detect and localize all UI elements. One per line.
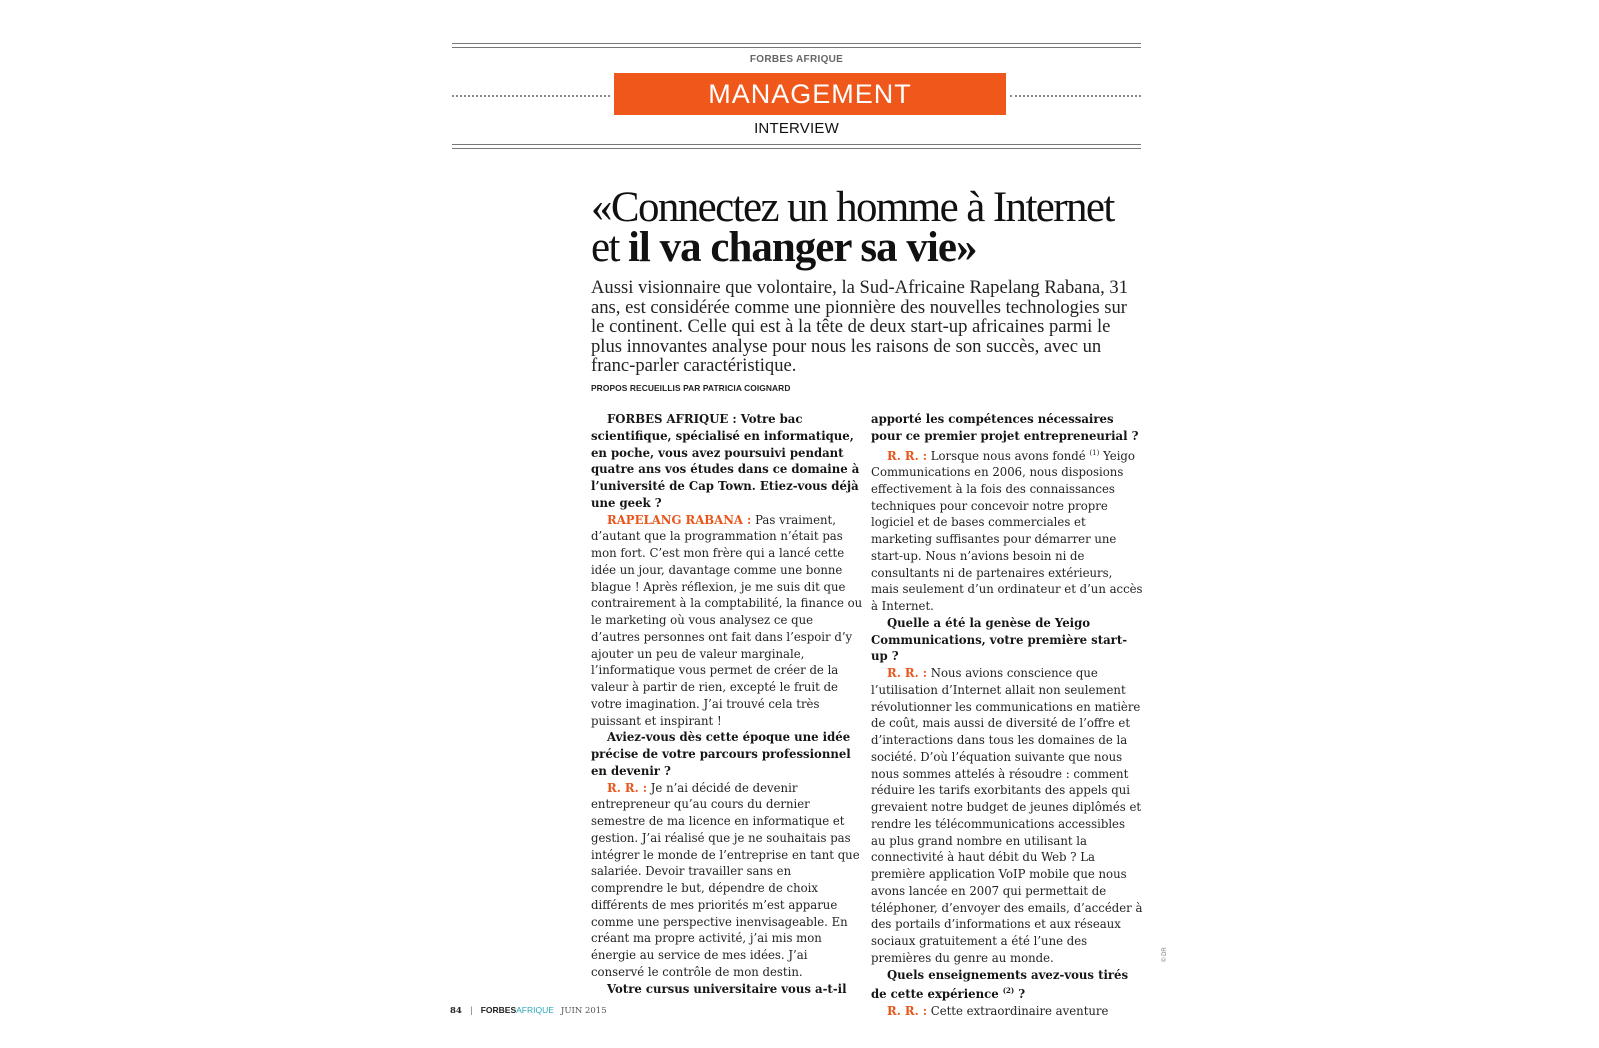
question-1: FORBES AFRIQUE : Votre bac scientifique, spécialisé en informatique, en poche, vous avez poursuivi pendant quatre ans vos études dans ce domaine à l’université de Cap Town. Etiez-vous déjà une geek ?: [591, 412, 860, 510]
answer-1-text: Pas vraiment, d’autant que la programmation n’était pas mon fort. C’est mon frère qui a lancé cette idée un jour, davantage comme une bonne blague ! Après réflexion, je me suis dit que contrairement à la comptabilité, la finance ou le marketing où vous analysez ce que d’autres personnes ont fait dans l’espoir d’y ajouter un peu de valeur marginale, l’informatique vous permet de créer de la valeur à partir de rien, excepté le fruit de votre imagination. J’ai trouvé cela très puissant et inspirant !: [591, 512, 863, 728]
header-bottom-rule: [452, 144, 1141, 149]
answer-2: [591, 780, 863, 981]
question-2: Aviez-vous dès cette époque une idée précise de votre parcours professionnel en devenir ?: [591, 730, 851, 778]
headline-line-2: [591, 224, 1151, 271]
headline-line-2-bold: il va changer sa vie»: [627, 224, 977, 271]
header-dotted-rule-left: [452, 95, 610, 97]
question-3-start: Votre cursus universitaire vous a-t-il: [607, 981, 847, 996]
headline-line-1: «Connectez un homme à Internet: [591, 184, 1114, 231]
question-4: Quelle a été la genèse de Yeigo Communications, votre première start-up ?: [871, 615, 1128, 664]
header-kicker: FORBES AFRIQUE: [749, 54, 844, 65]
footer-magazine-name: FORBES: [480, 1005, 517, 1015]
answer-2-speaker: R. R. :: [607, 780, 648, 795]
answer-5-speaker: R. R. :: [887, 1004, 928, 1019]
footer-issue-date: JUIN 2015: [560, 1006, 607, 1016]
answer-3-speaker: R. R. :: [887, 448, 928, 463]
answer-5: [871, 1003, 1143, 1020]
footer-separator: |: [469, 1006, 473, 1016]
footnote-ref-1: (1): [1089, 448, 1100, 457]
answer-5-text: Cette extraordinaire aventure: [927, 1004, 1109, 1019]
body-column-1: [591, 411, 863, 997]
answer-1-speaker: RAPELANG RABANA :: [607, 512, 752, 527]
footnote-ref-2: (2): [1002, 986, 1015, 996]
footer-magazine-name-accent: AFRIQUE: [516, 1005, 554, 1015]
page-footer: [450, 1005, 607, 1016]
photo-credit: © DR: [1162, 947, 1168, 962]
answer-4-text: Nous avions conscience que l’utilisation d’Internet allait non seulement révolutionner les communications en matière de coût, mais aussi de diversité de l’offre et d’interactions dans tous les domaines de la société. D’où l’équation suivante que nous nous sommes attelés à résoudre : comment réduire les tarifs exorbitants des appels qui grevaient notre budget de jeunes diplômés et rendre les télécommunications accessibles au plus grand nombre en utilisant la connectivité à haut débit du Web ? La première application VoIP mobile que nous avons lancée en 2007 qui permettait de téléphoner, d’envoyer des emails, d’accéder à des portails d’informations et aux réseaux sociaux gratuitement a été l’une des premières du genre au monde.: [871, 666, 1143, 965]
question-3-end: apporté les compétences nécessaires pour ce premier projet entrepreneurial ?: [871, 412, 1139, 443]
section-label: MANAGEMENT: [614, 73, 1006, 115]
headline-line-2-plain: et: [591, 224, 628, 271]
answer-3-text-b: Yeigo Communications en 2006, nous disposions effectivement à la fois des connaissances techniques pour concevoir notre propre logiciel et de bases commerciales et marketing suffisantes pour démarrer une start-up. Nous n’avions besoin ni de consultants ni de partenaires extérieurs, mais seulement d’un ordinateur et d’un accès à Internet.: [871, 448, 1143, 614]
article-dek: Aussi visionnaire que volontaire, la Sud-Africaine Rapelang Rabana, 31 ans, est considérée comme une pionnière des nouvelles technologies sur le continent. Celle qui est à la tête de deux start-up africaines parmi le plus innovantes analyse pour nous les raisons de son succès, avec un franc-parler caractéristique.: [591, 277, 1129, 377]
question-5-end: ?: [1014, 987, 1026, 1002]
answer-4: [871, 665, 1143, 967]
answer-2-text: Je n’ai décidé de devenir entrepreneur qu’au cours du dernier semestre de ma licence en informatique et gestion. J’ai réalisé que je ne souhaitais pas intégrer le monde de l’entreprise en tant que salariée. Devoir travailler sans en comprendre le but, dépendre de choix différents de mes priorités m’est apparue comme une perspective inenvisageable. En créant ma propre activité, j’ai mis mon énergie au service de mes idées. J’ai conservé le contrôle de mon destin.: [591, 780, 860, 979]
question-5-text: Quels enseignements avez-vous tirés de cette expérience: [871, 967, 1129, 1002]
question-5: [871, 967, 1143, 1003]
page-number: 84: [450, 1006, 462, 1016]
subsection-label: INTERVIEW: [754, 120, 839, 137]
article-headline: [591, 184, 1151, 271]
header-top-rule: [452, 43, 1141, 48]
answer-1: [591, 512, 863, 730]
answer-3: [871, 445, 1143, 615]
header-dotted-rule-right: [1010, 95, 1141, 97]
article-byline: PROPOS RECUEILLIS PAR PATRICIA COIGNARD: [591, 383, 791, 393]
answer-3-text-a: Lorsque nous avons fondé: [927, 448, 1090, 463]
body-column-2: [871, 411, 1143, 1020]
answer-4-speaker: R. R. :: [887, 666, 928, 681]
